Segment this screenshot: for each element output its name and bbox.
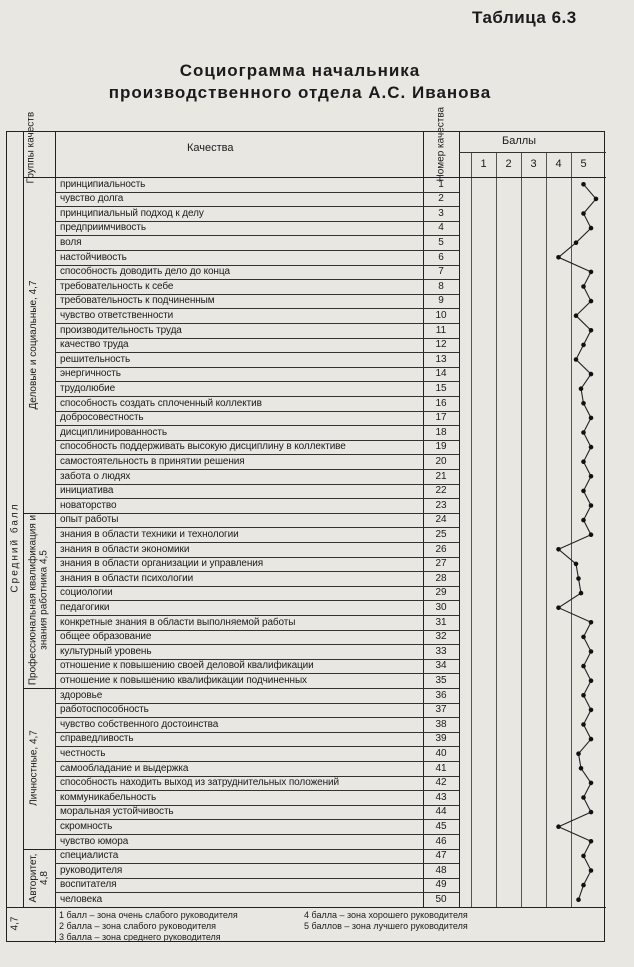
score-point xyxy=(589,678,594,683)
score-point xyxy=(589,708,594,713)
quality-name: инициатива xyxy=(60,485,114,497)
legend-item: 5 баллов – зона лучшего руководителя xyxy=(304,921,468,931)
score-point xyxy=(589,810,594,815)
quality-number: 31 xyxy=(435,616,447,628)
score-point xyxy=(589,416,594,421)
score-point xyxy=(581,459,586,464)
quality-number: 41 xyxy=(435,762,447,774)
quality-number: 26 xyxy=(435,543,447,555)
group-label: Профессиональная квалификация и знания работника 4,5 xyxy=(28,515,50,686)
score-point xyxy=(581,518,586,523)
quality-number: 39 xyxy=(435,733,447,745)
quality-name: чувство долга xyxy=(60,193,124,205)
quality-name: требовательность к себе xyxy=(60,280,174,292)
quality-name: энергичность xyxy=(60,368,121,380)
quality-number: 30 xyxy=(435,601,447,613)
quality-number: 12 xyxy=(435,339,447,351)
quality-number: 42 xyxy=(435,777,447,789)
quality-name: конкретные знания в области выполняемой работы xyxy=(60,616,296,628)
score-point xyxy=(574,562,579,567)
score-point xyxy=(581,854,586,859)
quality-name: предприимчивость xyxy=(60,222,146,234)
legend-item: 4 балла – зона хорошего руководителя xyxy=(304,910,468,920)
quality-number: 5 xyxy=(438,236,444,248)
quality-name: чувство юмора xyxy=(60,835,129,847)
quality-name: руководителя xyxy=(60,864,123,876)
quality-number: 16 xyxy=(435,397,447,409)
quality-number: 24 xyxy=(435,514,447,526)
group-label: Личностные, 4,7 xyxy=(28,730,39,807)
score-point xyxy=(581,489,586,494)
legend-item: 2 балла – зона слабого руководителя xyxy=(59,921,217,931)
score-point xyxy=(574,357,579,362)
quality-number: 46 xyxy=(435,835,447,847)
quality-number: 14 xyxy=(435,368,447,380)
quality-number: 19 xyxy=(435,441,447,453)
score-point xyxy=(579,591,584,596)
table-number: Таблица 6.3 xyxy=(472,8,577,27)
score-point xyxy=(576,897,581,902)
score-point xyxy=(589,620,594,625)
quality-name: способность поддерживать высокую дисциплину в коллективе xyxy=(60,441,346,453)
quality-name: специалиста xyxy=(60,850,119,862)
quality-number: 7 xyxy=(438,266,444,278)
score-point xyxy=(576,751,581,756)
quality-number: 50 xyxy=(435,893,447,905)
quality-number: 49 xyxy=(435,879,447,891)
scale-label: 2 xyxy=(505,158,512,170)
score-point xyxy=(589,839,594,844)
quality-name: чувство собственного достоинства xyxy=(60,718,219,730)
quality-name: знания в области экономики xyxy=(60,543,190,555)
score-point xyxy=(574,313,579,318)
score-point xyxy=(581,795,586,800)
score-point xyxy=(589,372,594,377)
quality-name: знания в области техники и технологии xyxy=(60,528,239,540)
quality-number: 13 xyxy=(435,353,447,365)
quality-name: социологии xyxy=(60,587,113,599)
score-point xyxy=(576,576,581,581)
score-point xyxy=(589,299,594,304)
score-point xyxy=(589,226,594,231)
quality-number: 38 xyxy=(435,718,447,730)
score-point xyxy=(581,211,586,216)
overall-label: Средний балл xyxy=(9,502,21,593)
score-point xyxy=(581,430,586,435)
quality-number: 17 xyxy=(435,412,447,424)
quality-name: отношение к повышению своей деловой квалификации xyxy=(60,660,314,672)
legend-item: 1 балл – зона очень слабого руководителя xyxy=(59,910,238,920)
quality-number: 25 xyxy=(435,528,447,540)
quality-name: требовательность к подчиненным xyxy=(60,295,215,307)
score-point xyxy=(581,284,586,289)
qualities-header: Качества xyxy=(187,142,234,154)
quality-number: 4 xyxy=(438,222,444,234)
quality-name: педагогики xyxy=(60,601,110,613)
legend-item: 3 балла – зона среднего руководителя xyxy=(59,932,221,942)
score-point xyxy=(556,547,561,552)
groups-header: Группы качеств xyxy=(25,111,37,184)
score-point xyxy=(589,270,594,275)
score-point xyxy=(589,532,594,537)
score-point xyxy=(589,445,594,450)
score-point xyxy=(574,240,579,245)
score-point xyxy=(579,386,584,391)
quality-name: способность создать сплоченный коллектив xyxy=(60,397,262,409)
quality-name: человека xyxy=(60,893,103,905)
quality-name: знания в области организации и управления xyxy=(60,558,264,570)
score-point xyxy=(581,883,586,888)
quality-name: опыт работы xyxy=(60,514,119,526)
score-point xyxy=(581,635,586,640)
sociogram-table xyxy=(6,106,605,942)
scale-label: 1 xyxy=(480,158,487,170)
score-point xyxy=(589,868,594,873)
quality-name: самостоятельность в принятии решения xyxy=(60,455,245,467)
quality-name: способность доводить дело до конца xyxy=(60,266,230,278)
quality-number: 35 xyxy=(435,674,447,686)
quality-number: 23 xyxy=(435,499,447,511)
quality-number: 44 xyxy=(435,806,447,818)
quality-number: 1 xyxy=(438,178,444,190)
group-label: Авторитет, 4,8 xyxy=(27,853,50,903)
quality-number: 48 xyxy=(435,864,447,876)
quality-number: 32 xyxy=(435,631,447,643)
quality-name: культурный уровень xyxy=(60,645,152,657)
quality-name: новаторство xyxy=(60,499,117,511)
quality-name: коммуникабельность xyxy=(60,791,157,803)
scale-label: 5 xyxy=(580,158,587,170)
score-point xyxy=(594,197,599,202)
quality-number: 20 xyxy=(435,455,447,467)
score-point xyxy=(589,474,594,479)
score-line xyxy=(559,184,597,899)
quality-name: настойчивость xyxy=(60,251,127,263)
quality-number: 34 xyxy=(435,660,447,672)
page-title xyxy=(90,60,510,104)
quality-number: 6 xyxy=(438,251,444,263)
score-point xyxy=(581,693,586,698)
quality-name: принципиальный подход к делу xyxy=(60,207,204,219)
quality-name: справедливость xyxy=(60,733,134,745)
quality-name: забота о людях xyxy=(60,470,131,482)
quality-name: скромность xyxy=(60,820,113,832)
quality-number: 37 xyxy=(435,704,447,716)
title-line-1: Социограмма начальника xyxy=(179,61,421,80)
group-label: Деловые и социальные, 4,7 xyxy=(28,280,40,410)
score-point xyxy=(581,722,586,727)
quality-name: добросовестность xyxy=(60,412,144,424)
score-point xyxy=(581,182,586,187)
score-point xyxy=(589,781,594,786)
score-point xyxy=(589,328,594,333)
quality-number: 28 xyxy=(435,572,447,584)
quality-name: моральная устойчивость xyxy=(60,806,174,818)
scale-label: 4 xyxy=(555,158,562,170)
quality-number: 8 xyxy=(438,280,444,292)
quality-name: самообладание и выдержка xyxy=(60,762,189,774)
score-point xyxy=(556,255,561,260)
quality-number: 22 xyxy=(435,485,447,497)
quality-name: честность xyxy=(60,747,106,759)
quality-number: 45 xyxy=(435,820,447,832)
points-header: Баллы xyxy=(502,135,537,147)
quality-number: 36 xyxy=(435,689,447,701)
quality-name: воля xyxy=(60,236,82,248)
quality-number: 29 xyxy=(435,587,447,599)
quality-number: 18 xyxy=(435,426,447,438)
quality-name: решительность xyxy=(60,353,131,365)
quality-name: качество труда xyxy=(60,339,129,351)
score-point xyxy=(589,737,594,742)
quality-name: производительность труда xyxy=(60,324,182,336)
score-point xyxy=(579,766,584,771)
quality-number: 33 xyxy=(435,645,447,657)
scale-label: 3 xyxy=(530,158,537,170)
quality-name: общее образование xyxy=(60,631,152,643)
score-point xyxy=(589,503,594,508)
score-plot xyxy=(7,106,606,943)
quality-name: принципиальность xyxy=(60,178,146,190)
score-point xyxy=(589,649,594,654)
quality-number: 2 xyxy=(438,193,444,205)
score-point xyxy=(581,664,586,669)
quality-number: 15 xyxy=(435,382,447,394)
score-point xyxy=(556,605,561,610)
quality-name: трудолюбие xyxy=(60,382,116,394)
quality-name: здоровье xyxy=(60,689,103,701)
quality-name: отношение к повышению квалификации подчиненных xyxy=(60,674,307,686)
quality-name: дисциплинированность xyxy=(60,426,167,438)
quality-name: знания в области психологии xyxy=(60,572,194,584)
quality-number: 47 xyxy=(435,850,447,862)
quality-name: воспитателя xyxy=(60,879,117,891)
quality-number: 43 xyxy=(435,791,447,803)
quality-number: 21 xyxy=(435,470,447,482)
score-point xyxy=(556,824,561,829)
number-header: Номер качества xyxy=(435,106,447,182)
score-point xyxy=(581,401,586,406)
quality-name: работоспособность xyxy=(60,704,149,716)
quality-number: 3 xyxy=(438,207,444,219)
quality-number: 40 xyxy=(435,747,447,759)
quality-number: 9 xyxy=(438,295,444,307)
quality-name: способность находить выход из затруднительных положений xyxy=(60,777,340,789)
score-point xyxy=(581,343,586,348)
title-line-2: производственного отдела А.С. Иванова xyxy=(108,83,492,102)
quality-number: 27 xyxy=(435,558,447,570)
quality-number: 11 xyxy=(435,324,447,336)
quality-number: 10 xyxy=(435,309,447,321)
overall-score: 4,7 xyxy=(9,916,21,931)
quality-name: чувство ответственности xyxy=(60,309,174,321)
